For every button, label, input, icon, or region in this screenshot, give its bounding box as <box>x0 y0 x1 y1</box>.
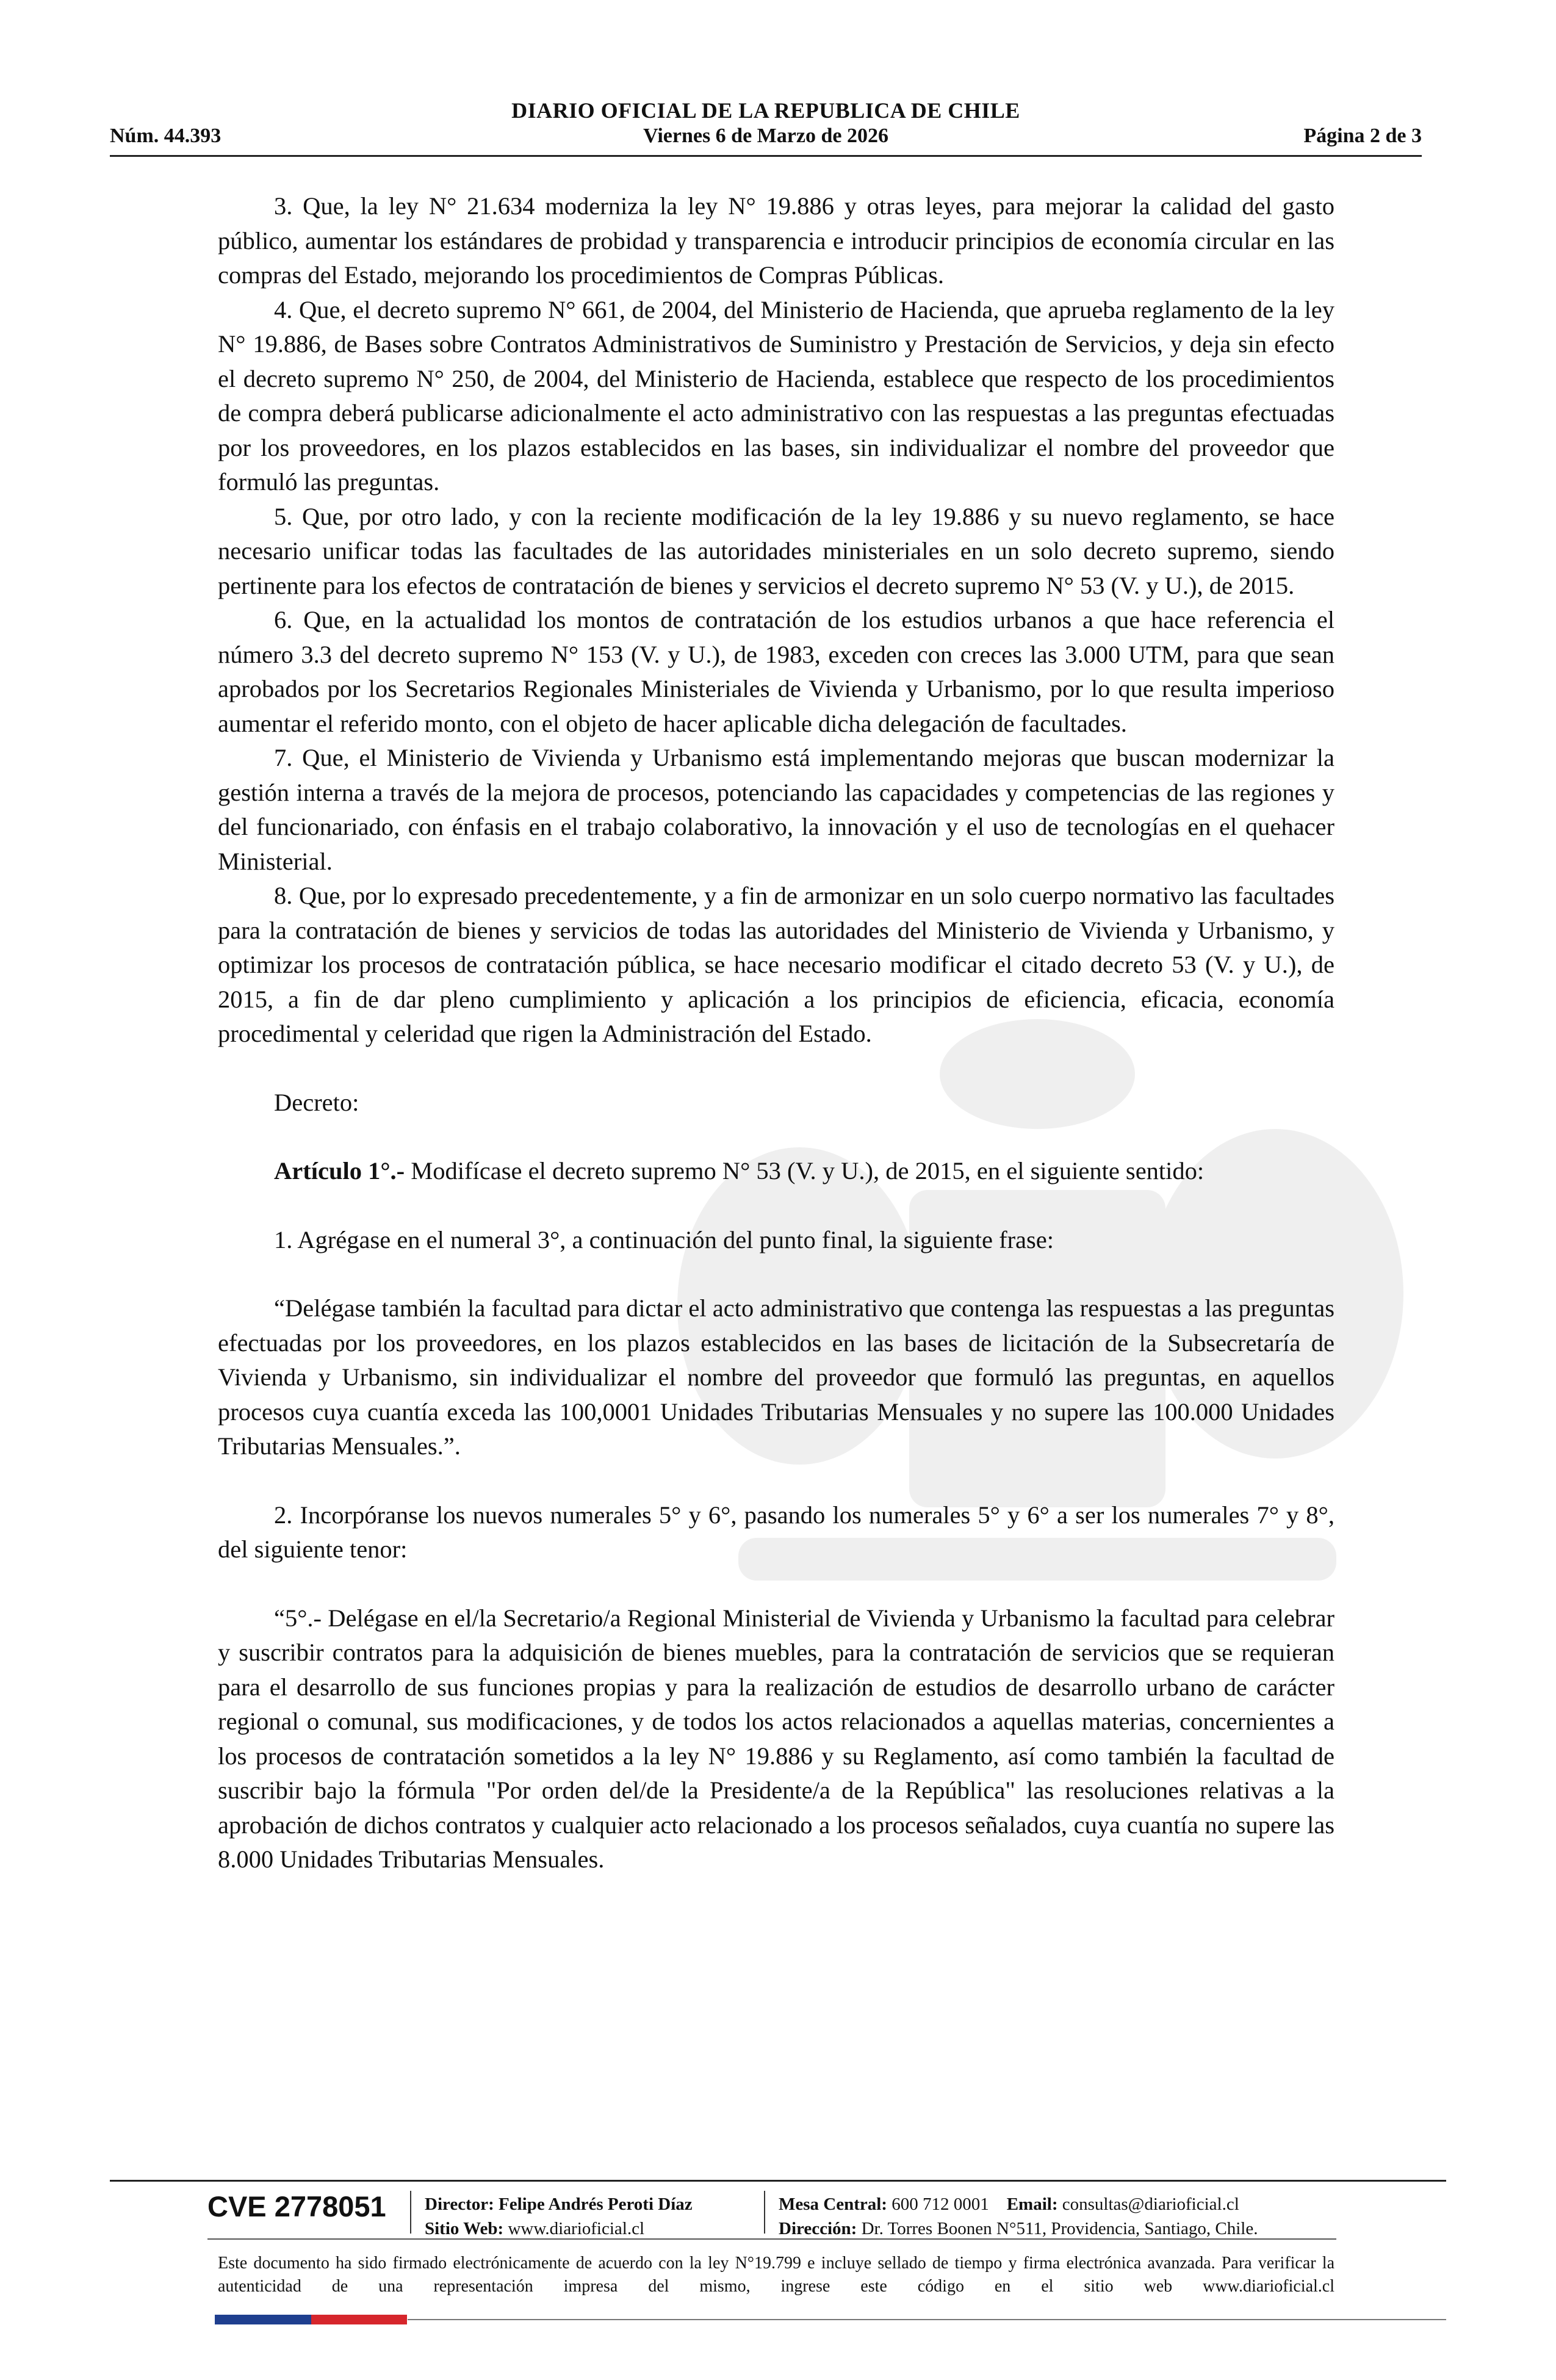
mesa-value: 600 712 0001 <box>891 2194 989 2214</box>
footer-contact-block <box>779 2192 1258 2241</box>
considerando-4: 4. Que, el decreto supremo N° 661, de 2004, del Ministerio de Hacienda, que aprueba reglamento de la ley N° 19.886, de Bases sobre Contratos Administrativos de Suministro y Prestación de Servicios, y deja sin efecto el decreto supremo N° 250, de 2004, del Ministerio de Hacienda, establece que respecto de los procedimientos de compra deberá publicarse adicionalmente el acto administrativo con las respuestas a las preguntas efectuadas por los proveedores, en los plazos establecidos en las bases, sin individualizar el nombre del proveedor que formuló las preguntas. <box>218 295 1334 496</box>
web-link[interactable]: www.diarioficial.cl <box>508 2219 645 2238</box>
footer-inner-divider <box>207 2238 1336 2240</box>
article-1-text: Modifícase el decreto supremo N° 53 (V. y U.), de 2015, en el siguiente sentido: <box>405 1157 1205 1185</box>
considerando-3: 3. Que, la ley N° 21.634 moderniza la ley N° 19.886 y otras leyes, para mejorar la calidad del gasto público, aumentar los estándares de probidad y transparencia e introducir principios de economía circular en las compras del Estado, mejorando los procedimientos de Compras Públicas. <box>218 192 1334 289</box>
considerando-8: 8. Que, por lo expresado precedentemente, y a fin de armonizar en un solo cuerpo normativo las facultades para la contratación de bienes y servicios de todas las autoridades del Ministerio de Vivienda y Urbanismo, y optimizar los procesos de contratación pública, se hace necesario modificar el citado decreto 53 (V. y U.), de 2015, a fin de dar pleno cumplimiento y aplicación a los principios de eficiencia, eficacia, economía procedimental y celeridad que rigen la Administración del Estado. <box>218 882 1334 1047</box>
quote-2: “5°.- Delégase en el/la Secretario/a Regional Ministerial de Vivienda y Urbanismo la facultad para celebrar y suscribir contratos para la adquisición de bienes muebles, para la contratación de servicios que se requieran para el desarrollo de sus funciones propias y para la realización de estudios de desarrollo urbano de carácter regional o comunal, sus modificaciones, y de todos los actos relacionados a aquellas materias, concernientes a los procesos de contratación sometidos a la ley N° 19.886 y su Reglamento, así como también la facultad de suscribir bajo la fórmula "Por orden del/de la Presidente/a de la República" las resoluciones relativas a la aprobación de dichos contratos y cualquier acto relacionado a los procesos señalados, cuya cuantía no supere las 8.000 Unidades Tributarias Mensuales. <box>218 1604 1334 1873</box>
footer-separator <box>764 2191 765 2234</box>
address-label: Dirección: <box>779 2219 857 2238</box>
footer-bottom-rule <box>408 2319 1446 2320</box>
flag-stripe <box>215 2315 407 2324</box>
quote-1: “Delégase también la facultad para dictar el acto administrativo que contenga las respuestas a las preguntas efectuadas por los proveedores, en los plazos establecidos en las bases de licitación de la Subsecretaría de Vivienda y Urbanismo, sin individualizar el nombre del proveedor que formuló las preguntas, en aquellos procesos cuya cuantía exceda las 100,0001 Unidades Tributarias Mensuales y no supere las 100.000 Unidades Tributarias Mensuales.”. <box>218 1294 1334 1460</box>
page-header <box>110 98 1422 159</box>
newspaper-title: DIARIO OFICIAL DE LA REPUBLICA DE CHILE <box>511 98 1020 123</box>
footer-divider <box>110 2180 1446 2182</box>
item-2: 2. Incorpóranse los nuevos numerales 5° y 6°, pasando los numerales 5° y 6° a ser los numerales 7° y 8°, del siguiente tenor: <box>218 1501 1334 1563</box>
mesa-label: Mesa Central: <box>779 2194 887 2214</box>
issue-number: Núm. 44.393 <box>110 124 222 147</box>
signature-notice: Este documento ha sido firmado electrónicamente de acuerdo con la ley N°19.799 e incluye sellado de tiempo y firma electrónica avanzada. Para verificar la autenticidad de una representación impresa del mismo, ingrese este código en el sitio web www.diarioficial.cl <box>218 2254 1334 2296</box>
footer-director-block <box>425 2192 693 2241</box>
decreto-heading: Decreto: <box>274 1088 359 1116</box>
header-divider <box>110 155 1422 157</box>
footer-separator <box>410 2191 411 2234</box>
email-label: Email: <box>1006 2194 1058 2214</box>
address-value: Dr. Torres Boonen N°511, Providencia, Santiago, Chile. <box>861 2219 1258 2238</box>
web-label: Sitio Web: <box>425 2219 504 2238</box>
issue-date: Viernes 6 de Marzo de 2026 <box>643 124 888 147</box>
page-number: Página 2 de 3 <box>1303 124 1422 147</box>
decree-body <box>218 189 1334 1877</box>
considerando-6: 6. Que, en la actualidad los montos de contratación de los estudios urbanos a que hace referencia el número 3.3 del decreto supremo N° 153 (V. y U.), de 1983, exceden con creces las 3.000 UTM, para que sean aprobados por los Secretarios Regionales Ministeriales de Vivienda y Urbanismo, por lo que resulta imperioso aumentar el referido monto, con el objeto de hacer aplicable dicha delegación de facultades. <box>218 606 1334 737</box>
considerando-5: 5. Que, por otro lado, y con la reciente modificación de la ley 19.886 y su nuevo reglamento, se hace necesario unificar todas las facultades de las autoridades ministeriales en un solo decreto supremo, siendo pertinente para los efectos de contratación de bienes y servicios el decreto supremo N° 53 (V. y U.), de 2015. <box>218 502 1334 599</box>
article-1-label: Artículo 1°.- <box>274 1157 405 1185</box>
flag-red-segment <box>311 2315 407 2324</box>
email-link[interactable]: consultas@diarioficial.cl <box>1062 2194 1239 2214</box>
article-1 <box>218 1154 1334 1189</box>
considerando-7: 7. Que, el Ministerio de Vivienda y Urbanismo está implementando mejoras que buscan modernizar la gestión interna a través de la mejora de procesos, potenciando las capacidades y competencias de las regiones y del funcionariado, con énfasis en el trabajo colaborativo, la innovación y el uso de tecnologías en el quehacer Ministerial. <box>218 744 1334 875</box>
director-label: Director: <box>425 2194 494 2214</box>
flag-blue-segment <box>215 2315 311 2324</box>
item-1: 1. Agrégase en el numeral 3°, a continuación del punto final, la siguiente frase: <box>274 1225 1054 1253</box>
cve-code: CVE 2778051 <box>207 2190 386 2223</box>
director-name: Felipe Andrés Peroti Díaz <box>499 2194 693 2214</box>
